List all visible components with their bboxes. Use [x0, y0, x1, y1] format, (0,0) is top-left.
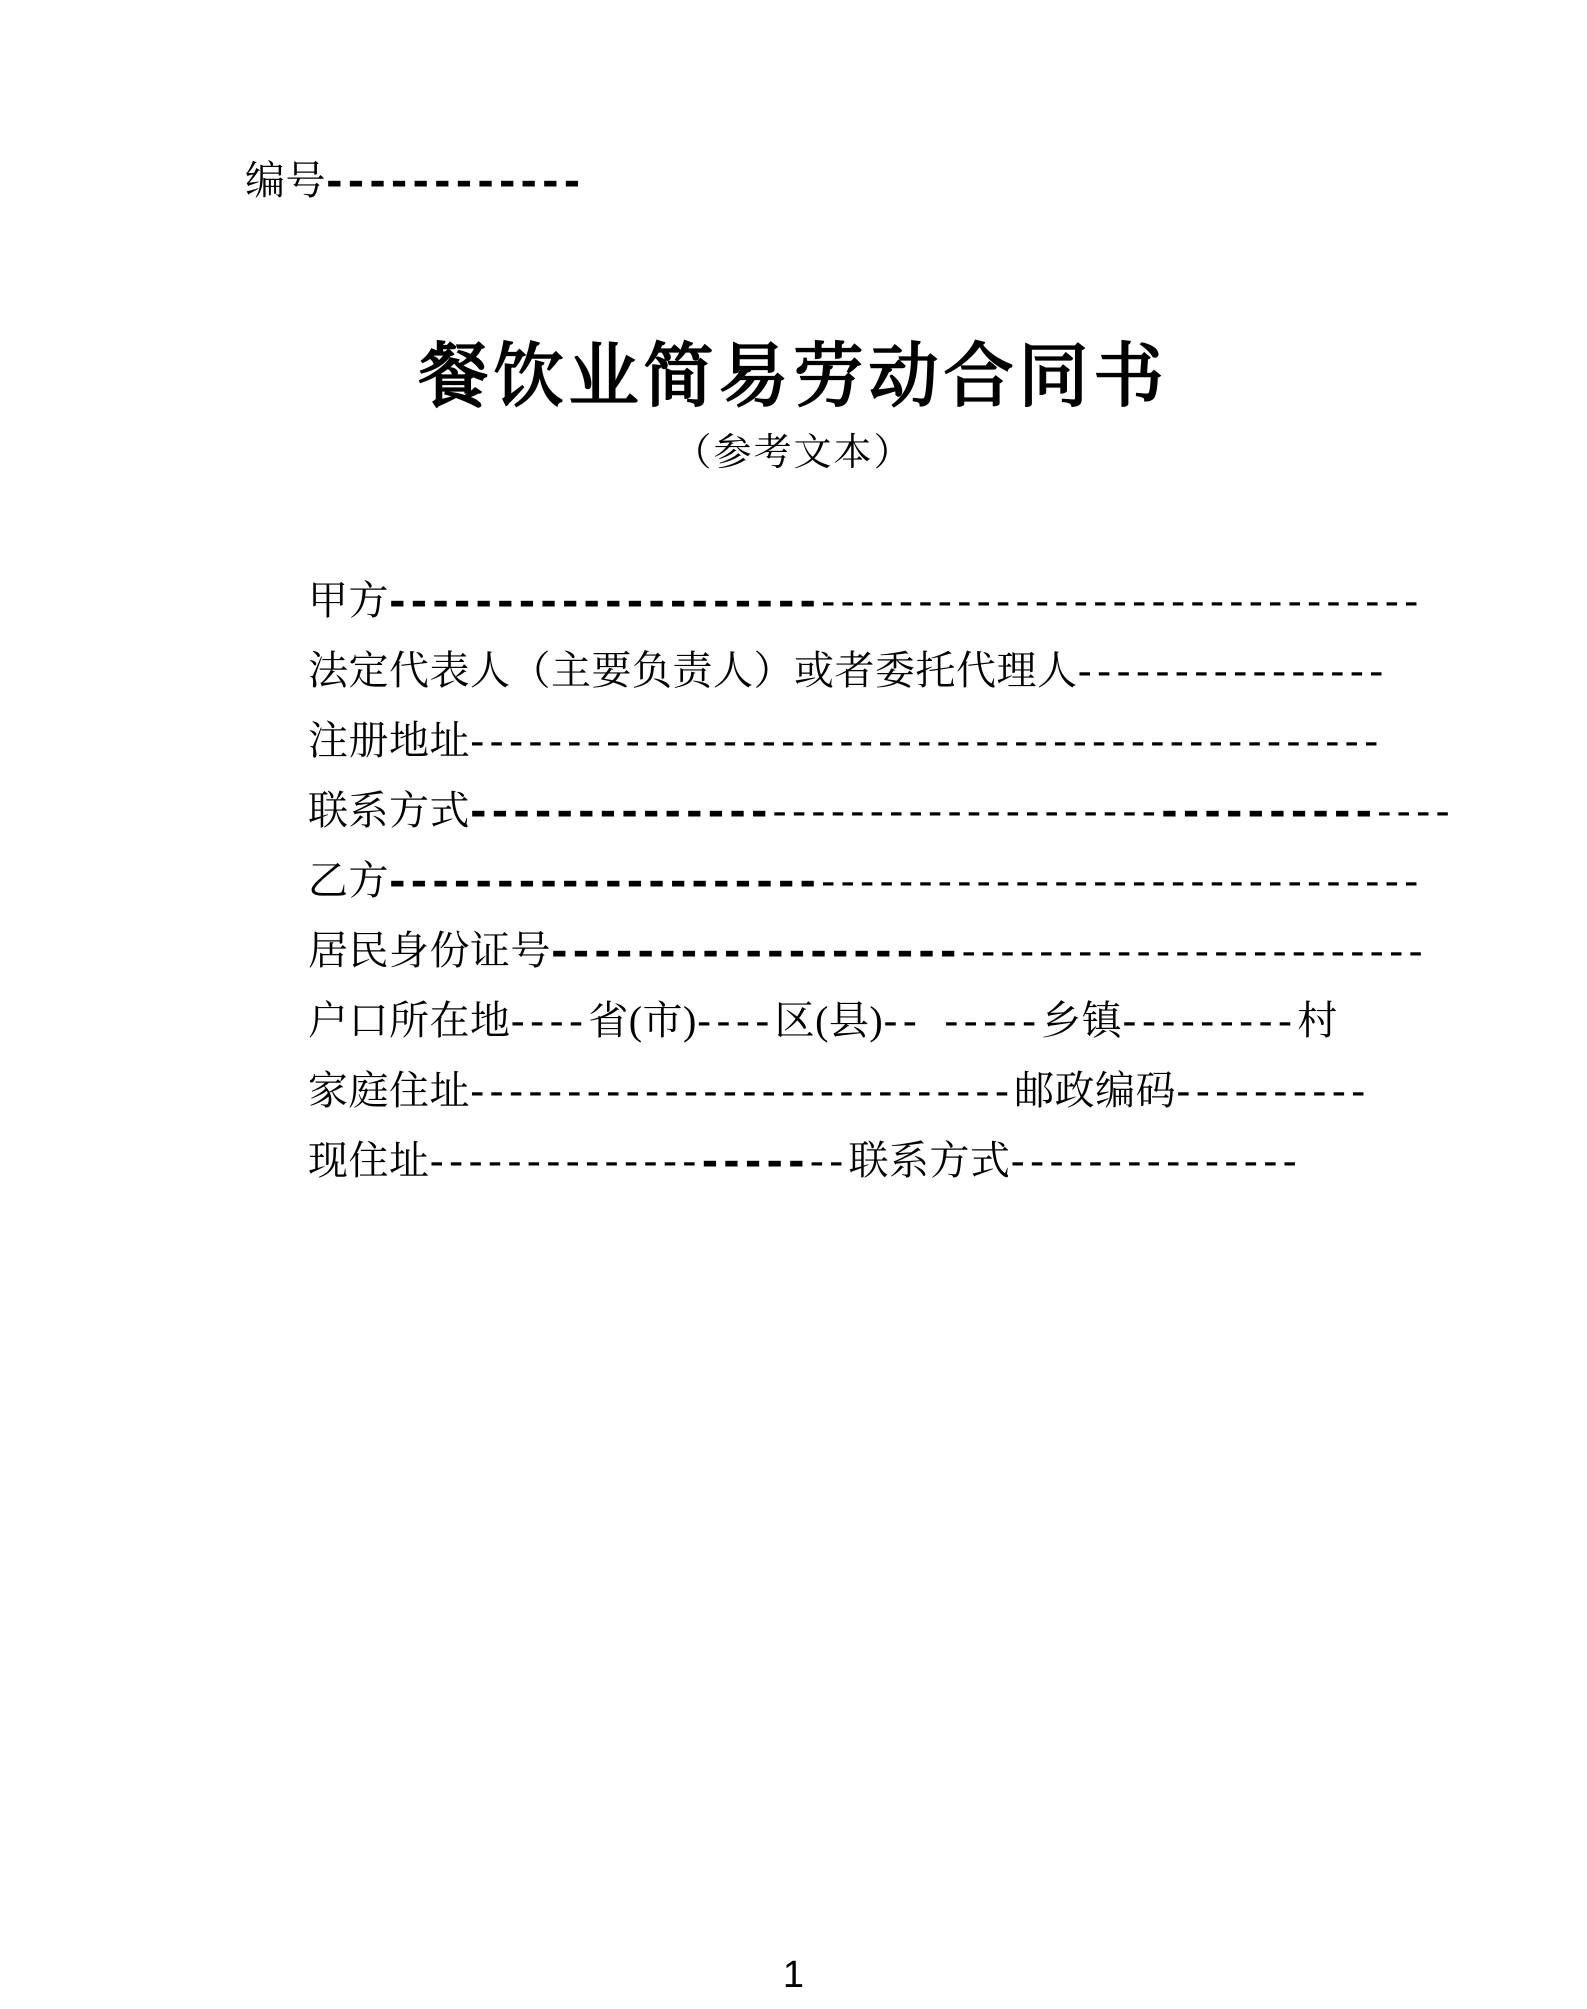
serial-number-row: [245, 158, 585, 204]
field-label: 乙方: [308, 858, 389, 903]
fill-in-blank[interactable]: -------------------------------: [821, 579, 1424, 625]
form-line-registered-address: [308, 706, 1384, 776]
fill-in-blank[interactable]: -----------------------------------------------: [470, 719, 1384, 765]
contract-header-form: [308, 566, 1455, 1196]
field-label: 联系方式: [848, 1138, 1011, 1183]
fill-in-blank[interactable]: ----: [1377, 789, 1455, 835]
fill-in-blank[interactable]: --------------------: [772, 789, 1162, 835]
field-label: 区(县): [774, 998, 884, 1043]
serial-number-label: 编号: [245, 158, 326, 203]
fill-in-blank[interactable]: ----------: [1176, 1069, 1371, 1115]
serial-number-blank[interactable]: ------------: [326, 159, 586, 205]
fill-in-blank[interactable]: --: [883, 999, 923, 1045]
fill-in-blank[interactable]: ------------------------: [961, 929, 1428, 975]
document-subtitle: （参考文本）: [673, 432, 914, 474]
fill-in-blank[interactable]: -------------------: [551, 929, 962, 975]
fill-in-blank[interactable]: ----: [696, 999, 775, 1045]
form-line-current-address-contact: [308, 1126, 1377, 1196]
field-label: 户口所在地: [308, 998, 511, 1043]
form-line-id-number: [308, 916, 1428, 986]
fill-in-blank[interactable]: ---------------: [1010, 1139, 1302, 1185]
form-line-party-a: [308, 566, 1424, 636]
fill-in-blank[interactable]: ---------: [1122, 999, 1298, 1045]
field-label: 省(市): [588, 998, 697, 1043]
field-label: 乡镇: [1041, 998, 1123, 1043]
fill-in-blank[interactable]: --------------: [470, 789, 773, 835]
field-label: 联系方式: [308, 788, 470, 833]
form-line-contact-party-a: [308, 776, 1455, 846]
form-line-legal-representative: [308, 636, 1389, 706]
field-label: 村: [1297, 998, 1338, 1043]
fill-in-blank[interactable]: ----------: [1161, 789, 1378, 835]
fill-in-blank[interactable]: --------------: [429, 1139, 702, 1185]
fill-in-blank[interactable]: --------------------: [389, 859, 822, 905]
fill-in-blank[interactable]: ----------------: [1077, 649, 1389, 695]
fill-in-blank[interactable]: ----: [510, 999, 589, 1045]
field-label: 现住址: [308, 1138, 430, 1183]
field-label: 家庭住址: [308, 1068, 470, 1113]
field-label: 注册地址: [308, 718, 470, 763]
field-label: 甲方: [308, 578, 389, 623]
form-line-home-address-postcode: [308, 1056, 1377, 1126]
fill-in-blank[interactable]: -----: [701, 1139, 810, 1185]
fill-in-blank[interactable]: --: [809, 1139, 849, 1185]
page-number: 1: [782, 1954, 805, 1996]
field-label: 居民身份证号: [308, 928, 551, 973]
form-line-household-registration: [308, 986, 1377, 1056]
fill-in-blank[interactable]: ----------------------------: [470, 1069, 1015, 1115]
fill-in-blank[interactable]: -------------------------------: [821, 859, 1424, 905]
document-title: 餐饮业简易劳动合同书: [418, 337, 1169, 415]
fill-in-blank[interactable]: --------------------: [389, 579, 822, 625]
field-label: 法定代表人（主要负责人）或者委托代理人: [308, 648, 1078, 693]
form-line-party-b: [308, 846, 1424, 916]
field-label: 邮政编码: [1014, 1068, 1177, 1113]
fill-in-blank[interactable]: -----: [944, 999, 1042, 1045]
